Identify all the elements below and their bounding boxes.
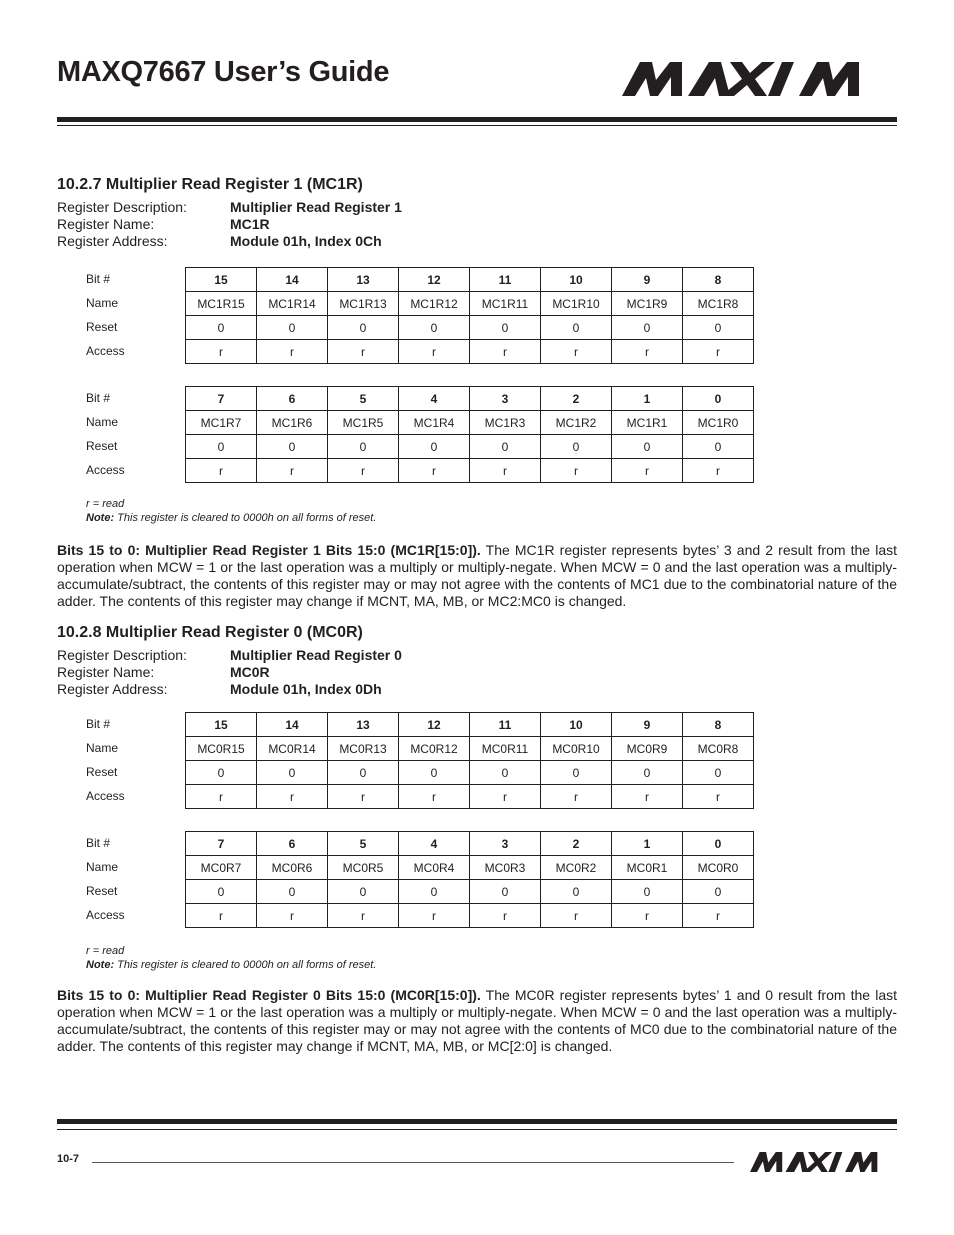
bit-cell: 4	[399, 832, 470, 856]
name-cell: MC0R3	[470, 856, 541, 880]
reset-cell: 0	[683, 761, 754, 785]
reset-row	[186, 316, 754, 340]
name-cell: MC1R13	[328, 292, 399, 316]
bit-cell: 13	[328, 713, 399, 737]
name-cell: MC0R10	[541, 737, 612, 761]
name-cell: MC0R11	[470, 737, 541, 761]
name-cell: MC0R2	[541, 856, 612, 880]
access-cell: r	[470, 459, 541, 483]
access-cell: r	[683, 340, 754, 364]
reset-cell: 0	[257, 880, 328, 904]
reset-cell: 0	[470, 435, 541, 459]
bit-cell: 4	[399, 387, 470, 411]
reset-cell: 0	[612, 435, 683, 459]
reset-cell: 0	[541, 880, 612, 904]
name-cell: MC0R0	[683, 856, 754, 880]
access-row	[186, 459, 754, 483]
bit-cell: 14	[257, 713, 328, 737]
access-cell: r	[257, 785, 328, 809]
access-cell: r	[186, 340, 257, 364]
access-cell: r	[399, 340, 470, 364]
name-cell: MC0R1	[612, 856, 683, 880]
reset-note	[86, 511, 376, 525]
name-cell: MC0R7	[186, 856, 257, 880]
meta-row-address	[57, 233, 557, 250]
row-label-bit: Bit #	[86, 272, 111, 286]
access-cell: r	[683, 459, 754, 483]
bit-table	[185, 267, 754, 364]
name-cell: MC0R12	[399, 737, 470, 761]
reset-cell: 0	[541, 761, 612, 785]
meta-row-name	[57, 216, 557, 233]
bit-cell: 13	[328, 268, 399, 292]
bit-cell: 1	[612, 387, 683, 411]
bit-cell: 3	[470, 387, 541, 411]
access-cell: r	[257, 340, 328, 364]
footer-rule-thin	[57, 1129, 897, 1130]
bit-cell: 6	[257, 387, 328, 411]
reset-cell: 0	[683, 880, 754, 904]
reset-cell: 0	[186, 880, 257, 904]
footer-rule-thick	[57, 1119, 897, 1124]
reset-cell: 0	[399, 761, 470, 785]
name-cell: MC0R9	[612, 737, 683, 761]
access-cell: r	[612, 904, 683, 928]
maxim-logo	[622, 62, 890, 96]
name-cell: MC0R15	[186, 737, 257, 761]
access-cell: r	[683, 785, 754, 809]
meta-value: Module 01h, Index 0Dh	[230, 681, 382, 697]
access-cell: r	[328, 785, 399, 809]
reset-cell: 0	[328, 316, 399, 340]
access-cell: r	[328, 459, 399, 483]
bit-cell: 5	[328, 832, 399, 856]
bit-cell: 0	[683, 387, 754, 411]
document-title: MAXQ7667 User’s Guide	[57, 56, 390, 88]
section-title-mc1r: 10.2.7 Multiplier Read Register 1 (MC1R)	[57, 176, 363, 193]
note-label: Note:	[86, 512, 115, 524]
reset-cell: 0	[328, 880, 399, 904]
name-cell: MC0R4	[399, 856, 470, 880]
meta-value: Multiplier Read Register 1	[230, 199, 402, 215]
access-cell: r	[399, 785, 470, 809]
row-labels	[86, 712, 185, 809]
name-cell: MC1R8	[683, 292, 754, 316]
register-table-mc0r-low	[86, 831, 754, 928]
access-cell: r	[612, 459, 683, 483]
access-cell: r	[612, 785, 683, 809]
bit-table	[185, 831, 754, 928]
reset-cell: 0	[257, 435, 328, 459]
bit-row	[186, 832, 754, 856]
reset-cell: 0	[683, 435, 754, 459]
access-cell: r	[399, 904, 470, 928]
bit-table	[185, 712, 754, 809]
name-row	[186, 411, 754, 435]
access-cell: r	[612, 340, 683, 364]
meta-value: MC1R	[230, 216, 270, 232]
note-text: This register is cleared to 0000h on all forms of reset.	[114, 512, 377, 524]
bit-row	[186, 713, 754, 737]
row-label-reset: Reset	[86, 439, 118, 453]
legend-note-mc0r	[86, 944, 376, 972]
reset-cell: 0	[470, 316, 541, 340]
row-labels	[86, 386, 185, 483]
meta-label: Register Description:	[57, 647, 187, 663]
row-labels	[86, 267, 185, 364]
bit-cell: 15	[186, 268, 257, 292]
bit-cell: 3	[470, 832, 541, 856]
name-cell: MC1R0	[683, 411, 754, 435]
name-cell: MC1R6	[257, 411, 328, 435]
reset-cell: 0	[399, 316, 470, 340]
access-cell: r	[683, 904, 754, 928]
access-cell: r	[470, 785, 541, 809]
header-rule-thick	[57, 117, 897, 122]
reset-cell: 0	[328, 761, 399, 785]
access-cell: r	[541, 340, 612, 364]
name-cell: MC0R8	[683, 737, 754, 761]
note-text: This register is cleared to 0000h on all forms of reset.	[114, 959, 377, 971]
meta-label: Register Description:	[57, 199, 187, 215]
access-row	[186, 785, 754, 809]
name-row	[186, 737, 754, 761]
description-body: The MC1R register represents bytes’ 3 and 2 result from the last operation when MCW = 1 or the last operation was a multiply or multiply-negate. When MCW = 0 and the last operation was a multiply-accumulate/subtract, the contents of this register may or may not agree with the contents of MC1 due to the combinatorial nature of the adder. The contents of this register may change if MCNT, MA, MB, or MC2:MC0 is changed.	[57, 542, 897, 609]
access-cell: r	[541, 904, 612, 928]
description-lead: Bits 15 to 0: Multiplier Read Register 0 Bits 15:0 (MC0R[15:0]).	[57, 987, 481, 1003]
access-cell: r	[328, 904, 399, 928]
row-label-bit: Bit #	[86, 391, 111, 405]
name-cell: MC0R14	[257, 737, 328, 761]
reset-cell: 0	[612, 880, 683, 904]
footer-divider	[92, 1162, 734, 1163]
access-cell: r	[186, 459, 257, 483]
name-cell: MC1R4	[399, 411, 470, 435]
access-row	[186, 904, 754, 928]
bit-cell: 9	[612, 713, 683, 737]
legend-note-mc1r	[86, 497, 376, 525]
reset-cell: 0	[470, 761, 541, 785]
access-cell: r	[470, 904, 541, 928]
name-row	[186, 292, 754, 316]
access-cell: r	[328, 340, 399, 364]
reset-cell: 0	[399, 880, 470, 904]
row-label-name: Name	[86, 296, 119, 310]
name-cell: MC1R3	[470, 411, 541, 435]
description-mc0r	[57, 987, 897, 1055]
name-cell: MC1R2	[541, 411, 612, 435]
maxim-logo-footer	[750, 1152, 894, 1172]
meta-row-address	[57, 681, 557, 698]
reset-cell: 0	[257, 761, 328, 785]
meta-row-description	[57, 647, 557, 664]
reset-cell: 0	[541, 316, 612, 340]
reset-cell: 0	[683, 316, 754, 340]
name-cell: MC1R9	[612, 292, 683, 316]
reset-cell: 0	[328, 435, 399, 459]
name-row	[186, 856, 754, 880]
legend: r = read	[86, 498, 125, 510]
name-cell: MC1R1	[612, 411, 683, 435]
row-label-name: Name	[86, 415, 119, 429]
bit-cell: 0	[683, 832, 754, 856]
row-label-name: Name	[86, 741, 119, 755]
reset-cell: 0	[541, 435, 612, 459]
reset-cell: 0	[257, 316, 328, 340]
bit-cell: 5	[328, 387, 399, 411]
meta-label: Register Name:	[57, 664, 155, 680]
bit-cell: 15	[186, 713, 257, 737]
bit-cell: 8	[683, 713, 754, 737]
meta-value: MC0R	[230, 664, 270, 680]
bit-cell: 10	[541, 713, 612, 737]
access-cell: r	[541, 459, 612, 483]
legend: r = read	[86, 945, 125, 957]
description-mc1r	[57, 542, 897, 610]
access-cell: r	[257, 904, 328, 928]
description-lead: Bits 15 to 0: Multiplier Read Register 1 Bits 15:0 (MC1R[15:0]).	[57, 542, 481, 558]
row-label-access: Access	[86, 908, 125, 922]
name-cell: MC1R11	[470, 292, 541, 316]
bit-cell: 12	[399, 268, 470, 292]
bit-cell: 6	[257, 832, 328, 856]
row-label-access: Access	[86, 344, 125, 358]
meta-value: Module 01h, Index 0Ch	[230, 233, 382, 249]
reset-row	[186, 761, 754, 785]
name-cell: MC1R7	[186, 411, 257, 435]
access-cell: r	[186, 785, 257, 809]
bit-cell: 7	[186, 832, 257, 856]
note-label: Note:	[86, 959, 115, 971]
register-table-mc0r-high	[86, 712, 754, 809]
row-label-reset: Reset	[86, 884, 118, 898]
row-label-reset: Reset	[86, 765, 118, 779]
row-label-bit: Bit #	[86, 717, 111, 731]
reset-cell: 0	[612, 316, 683, 340]
access-cell: r	[257, 459, 328, 483]
meta-label: Register Address:	[57, 681, 168, 697]
name-cell: MC1R15	[186, 292, 257, 316]
reset-row	[186, 435, 754, 459]
bit-cell: 10	[541, 268, 612, 292]
bit-cell: 11	[470, 268, 541, 292]
meta-label: Register Address:	[57, 233, 168, 249]
bit-cell: 12	[399, 713, 470, 737]
bit-cell: 11	[470, 713, 541, 737]
row-label-name: Name	[86, 860, 119, 874]
name-cell: MC1R5	[328, 411, 399, 435]
reset-cell: 0	[470, 880, 541, 904]
row-label-bit: Bit #	[86, 836, 111, 850]
access-cell: r	[399, 459, 470, 483]
name-cell: MC1R14	[257, 292, 328, 316]
row-label-access: Access	[86, 463, 125, 477]
row-label-access: Access	[86, 789, 125, 803]
register-table-mc1r-low	[86, 386, 754, 483]
bit-cell: 14	[257, 268, 328, 292]
meta-value: Multiplier Read Register 0	[230, 647, 402, 663]
access-cell: r	[470, 340, 541, 364]
reset-note	[86, 958, 376, 972]
bit-cell: 8	[683, 268, 754, 292]
reset-cell: 0	[612, 761, 683, 785]
bit-cell: 7	[186, 387, 257, 411]
reset-cell: 0	[399, 435, 470, 459]
page-number: 10-7	[57, 1153, 80, 1165]
bit-table	[185, 386, 754, 483]
row-labels	[86, 831, 185, 928]
meta-row-description	[57, 199, 557, 216]
bit-row	[186, 268, 754, 292]
name-cell: MC1R12	[399, 292, 470, 316]
register-meta-mc0r	[57, 647, 557, 698]
register-table-mc1r-high	[86, 267, 754, 364]
register-meta-mc1r	[57, 199, 557, 250]
name-cell: MC0R13	[328, 737, 399, 761]
bit-cell: 1	[612, 832, 683, 856]
access-cell: r	[541, 785, 612, 809]
reset-cell: 0	[186, 761, 257, 785]
section-title-mc0r: 10.2.8 Multiplier Read Register 0 (MC0R)	[57, 624, 363, 641]
name-cell: MC0R6	[257, 856, 328, 880]
access-row	[186, 340, 754, 364]
meta-row-name	[57, 664, 557, 681]
meta-label: Register Name:	[57, 216, 155, 232]
header-rule-thin	[57, 125, 897, 126]
name-cell: MC1R10	[541, 292, 612, 316]
access-cell: r	[186, 904, 257, 928]
bit-row	[186, 387, 754, 411]
bit-cell: 9	[612, 268, 683, 292]
row-label-reset: Reset	[86, 320, 118, 334]
name-cell: MC0R5	[328, 856, 399, 880]
bit-cell: 2	[541, 387, 612, 411]
reset-row	[186, 880, 754, 904]
bit-cell: 2	[541, 832, 612, 856]
reset-cell: 0	[186, 316, 257, 340]
reset-cell: 0	[186, 435, 257, 459]
description-body: The MC0R register represents bytes’ 1 and 0 result from the last operation when MCW = 1 or the last operation was a multiply or multiply-negate. When MCW = 0 and the last operation was a multiply-accumulate/subtract, the contents of this register may or may not agree with the contents of MC0 due to the combinatorial nature of the adder. The contents of this register may change if MCNT, MA, MB, or MC[2:0] is changed.	[57, 987, 897, 1054]
